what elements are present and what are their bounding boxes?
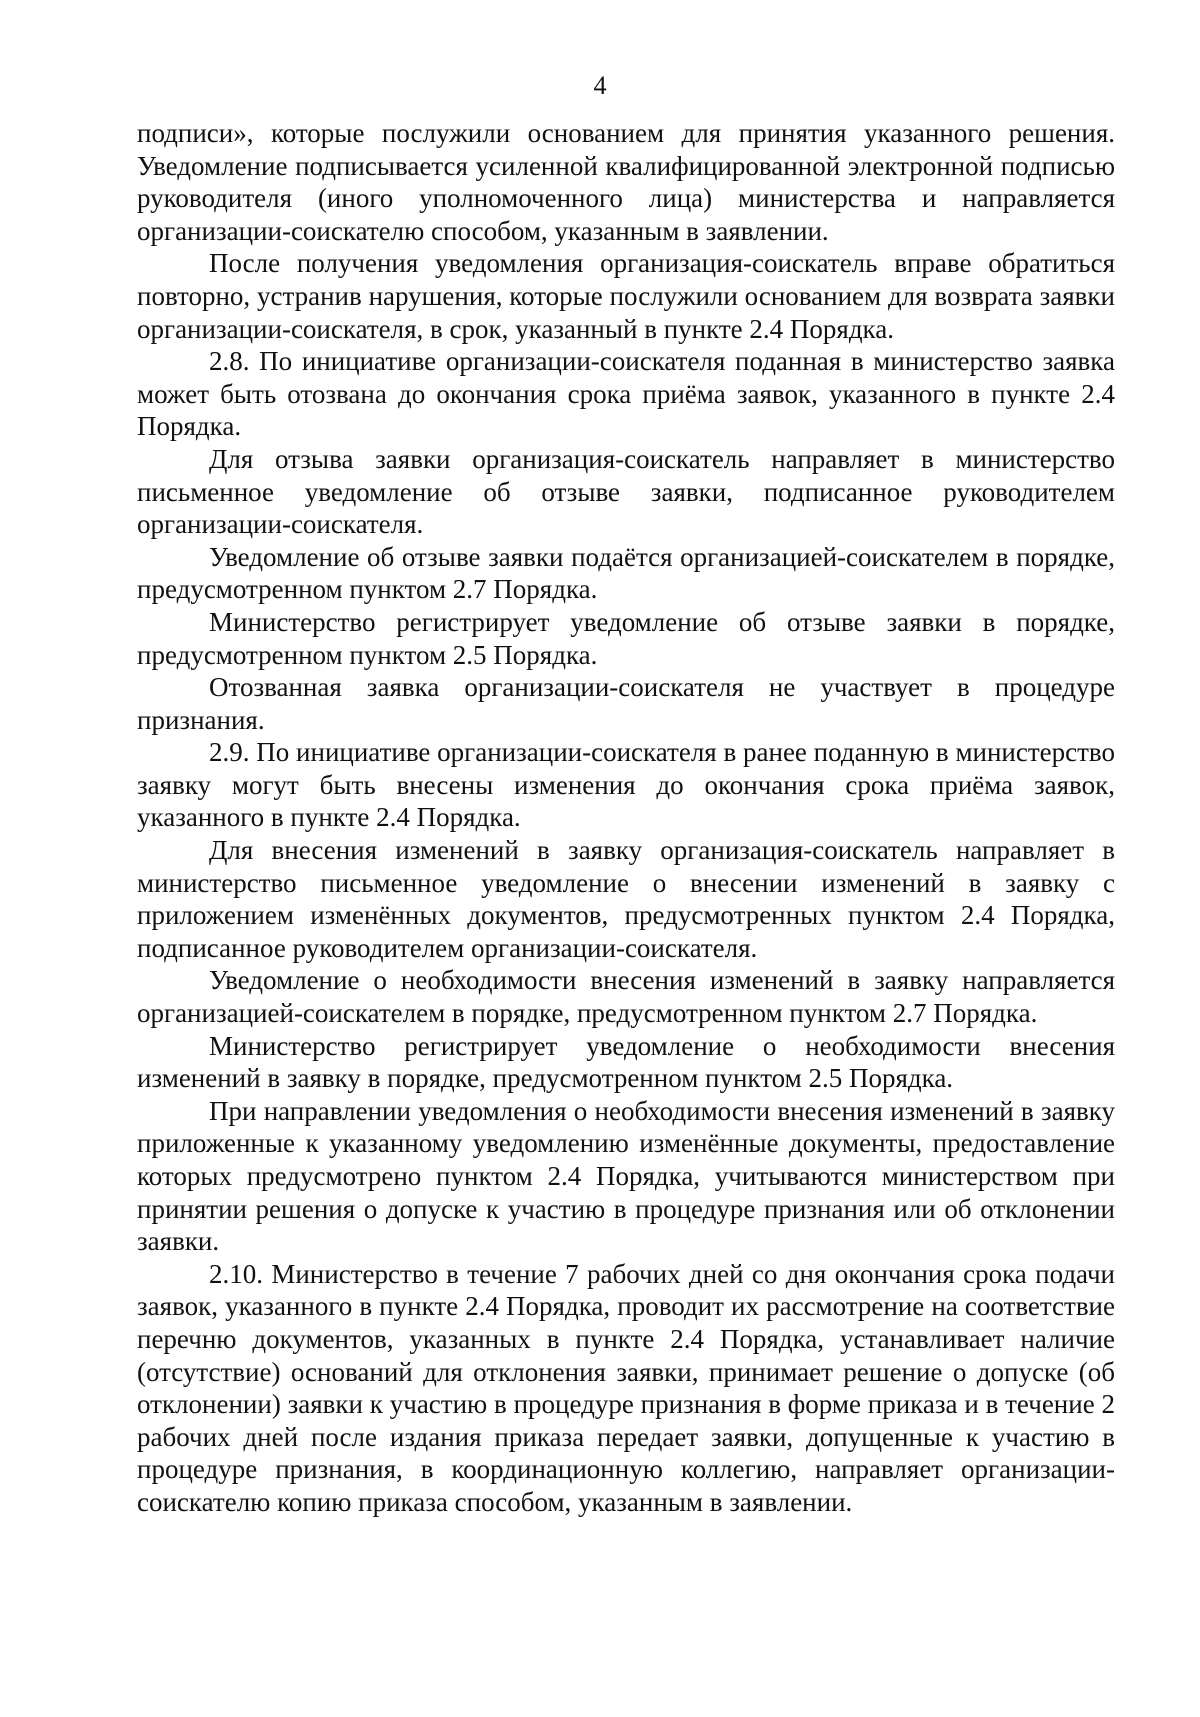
paragraph-withdrawal-submission: Уведомление об отзыве заявки подаётся организацией-соискателем в порядке, предусмотренном пунктом 2.7 Порядка. <box>137 541 1115 605</box>
paragraph-withdrawal-registration: Министерство регистрирует уведомление об отзыве заявки в порядке, предусмотренном пунктом 2.5 Порядка. <box>137 606 1115 670</box>
paragraph-withdrawn-application: Отозванная заявка организации-соискателя не участвует в процедуре признания. <box>137 672 1115 735</box>
paragraph-resubmission: После получения уведомления организация-соискатель вправе обратиться повторно, устранив нарушения, которые послужили основанием для возврата заявки организации-соискателя, в срок, указанный в пункте 2.4 Порядка. <box>137 248 1115 344</box>
paragraph-changed-documents: При направлении уведомления о необходимости внесения изменений в заявку приложенные к указанному уведомлению изменённые документы, предоставление которых предусмотрено пунктом 2.4 Порядка, учитываются министерством при принятии решения о допуске к участию в процедуре признания или об отклонении заявки. <box>137 1095 1115 1257</box>
paragraph-changes-notice: Для внесения изменений в заявку организация-соискатель направляет в министерство письменное уведомление о внесении изменений в заявку с приложением изменённых документов, предусмотренных пунктом 2.4 Порядка, подписанное руководителем организации-соискателя. <box>137 835 1115 963</box>
paragraph-withdrawal-notice: Для отзыва заявки организация-соискатель направляет в министерство письменное уведомление об отзыве заявки, подписанное руководителем организации-соискателя. <box>137 443 1115 540</box>
document-body <box>137 117 1115 1519</box>
paragraph-changes-registration: Министерство регистрирует уведомление о необходимости внесения изменений в заявку в порядке, предусмотренном пунктом 2.5 Порядка. <box>137 1030 1115 1094</box>
paragraph-2-10: 2.10. Министерство в течение 7 рабочих дней со дня окончания срока подачи заявок, указанного в пункте 2.4 Порядка, проводит их рассмотрение на соответствие перечню документов, указанных в пункте 2.4 Порядка, устанавливает наличие (отсутствие) оснований для отклонения заявки, принимает решение о допуске (об отклонении) заявки к участию в процедуре признания в форме приказа и в течение 2 рабочих дней после издания приказа передает заявки, допущенные к участию в процедуре признания, в координационную коллегию, направляет организации-соискателю копию приказа способом, указанным в заявлении. <box>137 1258 1115 1517</box>
paragraph-2-8: 2.8. По инициативе организации-соискателя поданная в министерство заявка может быть отозвана до окончания срока приёма заявок, указанного в пункте 2.4 Порядка. <box>137 346 1115 442</box>
paragraph-continuation: подписи», которые послужили основанием для принятия указанного решения. Уведомление подписывается усиленной квалифицированной электронной подписью руководителя (иного уполномоченного лица) министерства и направляется организации-соискателю способом, указанным в заявлении. <box>137 118 1115 246</box>
paragraph-2-9: 2.9. По инициативе организации-соискателя в ранее поданную в министерство заявку могут быть внесены изменения до окончания срока приёма заявок, указанного в пункте 2.4 Порядка. <box>137 737 1115 833</box>
paragraph-changes-submission: Уведомление о необходимости внесения изменений в заявку направляется организацией-соискателем в порядке, предусмотренном пунктом 2.7 Порядка. <box>137 965 1115 1029</box>
page-number: 4 <box>593 71 607 100</box>
